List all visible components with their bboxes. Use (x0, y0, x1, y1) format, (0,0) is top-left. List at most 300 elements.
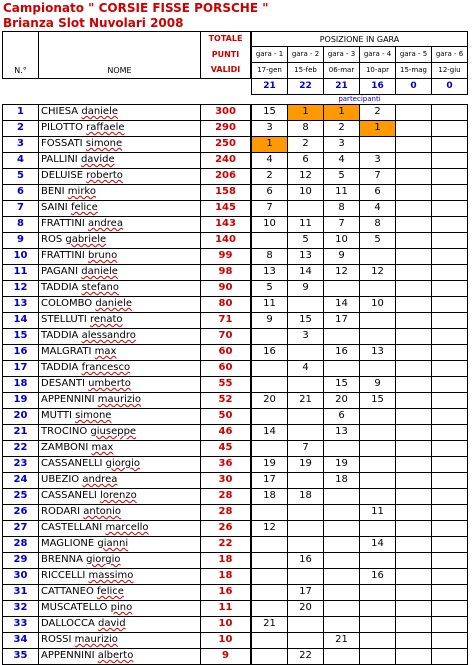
driver-surname: FOSSATI (41, 138, 83, 149)
race-position-1 (252, 376, 288, 392)
driver-first-name: marcello (105, 522, 149, 533)
race-position-1: 11 (252, 296, 288, 312)
race-position-1: 8 (252, 248, 288, 264)
driver-surname: ROSSI (41, 634, 72, 645)
race-position-1: 19 (252, 456, 288, 472)
driver-name (39, 264, 201, 280)
race-position-5 (396, 472, 432, 488)
race-position-4: 1 (360, 120, 396, 136)
race-position-5 (396, 504, 432, 520)
race-position-5 (396, 424, 432, 440)
race-position-2 (288, 520, 324, 536)
driver-surname: CHIESA (41, 106, 79, 117)
race-position-3: 6 (324, 408, 360, 424)
race-position-4: 12 (360, 264, 396, 280)
rank-number: 35 (3, 648, 39, 664)
driver-first-name: alessandro (81, 330, 136, 341)
race-position-4: 10 (360, 296, 396, 312)
race-position-6 (432, 440, 468, 456)
driver-surname: CATTANEO (41, 586, 94, 597)
driver-first-name: raffaele (86, 122, 125, 133)
driver-surname: MUTTI (41, 410, 72, 421)
race-position-6 (432, 648, 468, 664)
table-row (3, 392, 468, 408)
points-total: 46 (201, 424, 251, 440)
driver-first-name: bruno (87, 250, 118, 261)
race-date-6: 12-giu (432, 63, 468, 79)
table-row (3, 408, 468, 424)
table-row (3, 264, 468, 280)
driver-surname: ZAMBONI (41, 442, 89, 453)
table-row (3, 536, 468, 552)
driver-surname: RICCELLI (41, 570, 86, 581)
race-position-6 (432, 584, 468, 600)
driver-name (39, 104, 201, 120)
race-position-1: 1 (252, 136, 288, 152)
race-position-3: 15 (324, 376, 360, 392)
race-position-3: 13 (324, 424, 360, 440)
race-position-5 (396, 216, 432, 232)
driver-first-name: francesco (81, 362, 131, 373)
race-position-4: 6 (360, 184, 396, 200)
race-position-4 (360, 280, 396, 296)
race-position-6 (432, 424, 468, 440)
race-position-3 (324, 648, 360, 664)
rank-number: 17 (3, 360, 39, 376)
rank-number: 29 (3, 552, 39, 568)
driver-surname: ROS (41, 234, 63, 245)
race-position-2 (288, 344, 324, 360)
rank-number: 3 (3, 136, 39, 152)
table-row (3, 152, 468, 168)
race-position-2: 9 (288, 280, 324, 296)
race-position-6 (432, 152, 468, 168)
rank-number: 34 (3, 632, 39, 648)
race-position-6 (432, 104, 468, 120)
race-position-4: 7 (360, 168, 396, 184)
race-position-6 (432, 632, 468, 648)
driver-first-name: davide (80, 154, 115, 165)
race-position-4 (360, 648, 396, 664)
race-position-1 (252, 568, 288, 584)
driver-name (39, 200, 201, 216)
race-position-2 (288, 536, 324, 552)
race-position-3: 7 (324, 216, 360, 232)
race-position-5 (396, 200, 432, 216)
points-total: 28 (201, 488, 251, 504)
table-row (3, 488, 468, 504)
points-total: 10 (201, 616, 251, 632)
rank-number: 7 (3, 200, 39, 216)
table-row (3, 632, 468, 648)
race-position-1 (252, 584, 288, 600)
driver-name (39, 408, 201, 424)
rank-number: 33 (3, 616, 39, 632)
points-total: 10 (201, 632, 251, 648)
driver-name (39, 168, 201, 184)
race-position-5 (396, 104, 432, 120)
rank-number: 22 (3, 440, 39, 456)
driver-surname: PALLINI (41, 154, 78, 165)
driver-name (39, 568, 201, 584)
race-position-5 (396, 136, 432, 152)
points-total: 90 (201, 280, 251, 296)
race-position-5 (396, 328, 432, 344)
race-position-2: 21 (288, 392, 324, 408)
race-position-4: 3 (360, 152, 396, 168)
race-position-1: 5 (252, 280, 288, 296)
race-position-5 (396, 648, 432, 664)
rank-number: 27 (3, 520, 39, 536)
rank-number: 18 (3, 376, 39, 392)
driver-name (39, 424, 201, 440)
race-position-4: 8 (360, 216, 396, 232)
race-position-6 (432, 488, 468, 504)
race-position-6 (432, 312, 468, 328)
points-total: 145 (201, 200, 251, 216)
table-row (3, 328, 468, 344)
race-position-2 (288, 200, 324, 216)
driver-name (39, 232, 201, 248)
race-position-6 (432, 408, 468, 424)
nome-header: NOME (39, 63, 201, 79)
race-position-6 (432, 472, 468, 488)
points-total: 11 (201, 600, 251, 616)
race-position-6 (432, 200, 468, 216)
race-position-2: 10 (288, 184, 324, 200)
table-row (3, 584, 468, 600)
partecipanti-label: partecipanti (338, 95, 381, 103)
race-position-3: 8 (324, 200, 360, 216)
points-total: 18 (201, 568, 251, 584)
race-position-3 (324, 488, 360, 504)
rank-number: 6 (3, 184, 39, 200)
race-label-6: gara - 6 (432, 47, 468, 63)
race-position-2 (288, 632, 324, 648)
race-participants-3: 21 (324, 79, 360, 95)
driver-first-name: daniele (95, 298, 132, 309)
driver-name (39, 136, 201, 152)
points-total: 240 (201, 152, 251, 168)
race-position-3 (324, 552, 360, 568)
race-position-5 (396, 488, 432, 504)
race-position-3: 9 (324, 248, 360, 264)
race-position-3 (324, 536, 360, 552)
points-total: 28 (201, 504, 251, 520)
race-position-1: 4 (252, 152, 288, 168)
rank-number: 23 (3, 456, 39, 472)
table-row (3, 216, 468, 232)
race-position-4: 9 (360, 376, 396, 392)
race-date-4: 10-apr (360, 63, 396, 79)
rank-number: 12 (3, 280, 39, 296)
race-position-2: 22 (288, 648, 324, 664)
race-position-5 (396, 440, 432, 456)
race-position-2: 4 (288, 360, 324, 376)
race-position-1 (252, 328, 288, 344)
points-total: 71 (201, 312, 251, 328)
race-position-6 (432, 344, 468, 360)
driver-first-name: david (98, 618, 126, 629)
driver-name (39, 312, 201, 328)
race-position-1: 6 (252, 184, 288, 200)
driver-name (39, 456, 201, 472)
race-position-2: 16 (288, 552, 324, 568)
race-position-4 (360, 360, 396, 376)
race-position-5 (396, 632, 432, 648)
race-position-3: 1 (324, 104, 360, 120)
race-position-1 (252, 536, 288, 552)
race-position-6 (432, 552, 468, 568)
race-position-6 (432, 456, 468, 472)
race-position-2: 2 (288, 136, 324, 152)
race-position-3: 2 (324, 120, 360, 136)
race-position-6 (432, 616, 468, 632)
driver-first-name: antonio (83, 506, 122, 517)
driver-first-name: andrea (82, 474, 118, 485)
race-date-3: 06-mar (324, 63, 360, 79)
race-position-6 (432, 280, 468, 296)
race-position-5 (396, 184, 432, 200)
race-position-2: 15 (288, 312, 324, 328)
points-total: 16 (201, 584, 251, 600)
rank-number: 28 (3, 536, 39, 552)
race-participants-4: 16 (360, 79, 396, 95)
totale-header: TOTALE (201, 32, 251, 47)
driver-surname: TADDIA (41, 362, 79, 373)
race-position-3: 20 (324, 392, 360, 408)
table-row (3, 504, 468, 520)
race-position-1 (252, 440, 288, 456)
race-participants-2: 22 (288, 79, 324, 95)
race-date-2: 15-feb (288, 63, 324, 79)
race-position-4: 13 (360, 344, 396, 360)
race-label-3: gara - 3 (324, 47, 360, 63)
driver-first-name: daniele (81, 106, 119, 117)
race-position-6 (432, 296, 468, 312)
race-position-6 (432, 136, 468, 152)
race-position-4: 4 (360, 200, 396, 216)
driver-surname: MALGRATI (41, 346, 92, 357)
race-position-3: 5 (324, 168, 360, 184)
club-title: Brianza Slot Nuvolari 2008 (3, 16, 184, 30)
race-position-2: 6 (288, 152, 324, 168)
driver-surname: FRATTINI (41, 250, 85, 261)
race-position-3: 11 (324, 184, 360, 200)
driver-surname: BRENNA (41, 554, 83, 565)
race-position-3: 21 (324, 632, 360, 648)
race-position-4 (360, 248, 396, 264)
driver-first-name: felice (97, 586, 124, 597)
table-row (3, 616, 468, 632)
table-row (3, 600, 468, 616)
rank-number: 24 (3, 472, 39, 488)
race-position-4 (360, 456, 396, 472)
race-position-3: 3 (324, 136, 360, 152)
rank-number: 21 (3, 424, 39, 440)
race-position-3: 18 (324, 472, 360, 488)
points-total: 18 (201, 552, 251, 568)
table-row (3, 472, 468, 488)
race-position-3 (324, 568, 360, 584)
race-position-4 (360, 616, 396, 632)
table-row (3, 440, 468, 456)
race-position-6 (432, 504, 468, 520)
n-header: N.° (3, 63, 39, 79)
driver-name (39, 216, 201, 232)
race-position-4: 15 (360, 392, 396, 408)
driver-surname: BENI (41, 186, 65, 197)
rank-number: 15 (3, 328, 39, 344)
race-position-6 (432, 520, 468, 536)
race-position-2: 13 (288, 248, 324, 264)
race-position-2 (288, 408, 324, 424)
race-position-1: 12 (252, 520, 288, 536)
driver-first-name: giorgio (105, 458, 141, 469)
driver-name (39, 600, 201, 616)
table-row (3, 248, 468, 264)
race-position-1: 13 (252, 264, 288, 280)
points-total: 36 (201, 456, 251, 472)
race-position-1: 16 (252, 344, 288, 360)
race-position-6 (432, 216, 468, 232)
driver-surname: CASSANELI (41, 490, 97, 501)
driver-name (39, 584, 201, 600)
race-position-2: 18 (288, 488, 324, 504)
rank-number: 14 (3, 312, 39, 328)
race-position-3: 10 (324, 232, 360, 248)
race-position-2 (288, 472, 324, 488)
race-position-4 (360, 136, 396, 152)
driver-surname: MAGLIONE (41, 538, 95, 549)
race-position-5 (396, 264, 432, 280)
race-position-5 (396, 376, 432, 392)
driver-first-name: simone (85, 138, 123, 149)
race-position-1 (252, 504, 288, 520)
table-row (3, 648, 468, 664)
points-total: 158 (201, 184, 251, 200)
driver-name (39, 376, 201, 392)
table-row (3, 168, 468, 184)
race-position-2: 14 (288, 264, 324, 280)
race-position-5 (396, 120, 432, 136)
race-position-5 (396, 280, 432, 296)
rank-number: 32 (3, 600, 39, 616)
points-total: 140 (201, 232, 251, 248)
race-position-3 (324, 328, 360, 344)
driver-first-name: lorenzo (100, 490, 137, 501)
race-position-2: 7 (288, 440, 324, 456)
race-position-5 (396, 168, 432, 184)
driver-surname: SAINI (41, 202, 68, 213)
race-position-3 (324, 504, 360, 520)
race-position-2: 17 (288, 584, 324, 600)
race-position-1 (252, 232, 288, 248)
race-position-3 (324, 360, 360, 376)
table-row (3, 360, 468, 376)
race-position-1: 20 (252, 392, 288, 408)
race-position-1: 14 (252, 424, 288, 440)
race-position-1 (252, 360, 288, 376)
points-total: 9 (201, 648, 251, 664)
race-position-3: 14 (324, 296, 360, 312)
table-row (3, 104, 468, 120)
race-position-6 (432, 360, 468, 376)
race-position-3: 12 (324, 264, 360, 280)
race-position-6 (432, 264, 468, 280)
championship-title: Campionato " CORSIE FISSE PORSCHE " (3, 1, 269, 15)
race-position-5 (396, 344, 432, 360)
race-position-1: 3 (252, 120, 288, 136)
driver-surname: STELLUTI (41, 314, 87, 325)
driver-first-name: maurizio (74, 634, 118, 645)
driver-name (39, 280, 201, 296)
points-total: 70 (201, 328, 251, 344)
driver-surname: PILOTTO (41, 122, 83, 133)
rank-number: 5 (3, 168, 39, 184)
race-position-6 (432, 328, 468, 344)
driver-first-name: simone (75, 410, 112, 421)
race-position-5 (396, 600, 432, 616)
driver-first-name: felice (70, 202, 98, 213)
race-position-3: 19 (324, 456, 360, 472)
points-total: 60 (201, 344, 251, 360)
driver-first-name: stefano (81, 282, 119, 293)
race-position-4 (360, 472, 396, 488)
rank-number: 11 (3, 264, 39, 280)
driver-surname: DESANTI (41, 378, 85, 389)
race-position-2 (288, 568, 324, 584)
race-position-4: 11 (360, 504, 396, 520)
points-total: 60 (201, 360, 251, 376)
table-row (3, 520, 468, 536)
rank-number: 19 (3, 392, 39, 408)
points-total: 300 (201, 104, 251, 120)
race-position-3: 16 (324, 344, 360, 360)
points-total: 30 (201, 472, 251, 488)
table-row (3, 424, 468, 440)
table-row (3, 232, 468, 248)
driver-surname: COLOMBO (41, 298, 93, 309)
driver-name (39, 120, 201, 136)
driver-surname: UBEZIO (41, 474, 80, 485)
driver-surname: APPENNINI (41, 394, 95, 405)
driver-name (39, 488, 201, 504)
rank-number: 16 (3, 344, 39, 360)
race-position-4: 5 (360, 232, 396, 248)
points-total: 55 (201, 376, 251, 392)
race-position-4: 16 (360, 568, 396, 584)
standings-table (2, 31, 468, 665)
table-row (3, 120, 468, 136)
driver-first-name: maurizio (97, 394, 141, 405)
driver-name (39, 328, 201, 344)
driver-first-name: pino (110, 602, 133, 613)
driver-name (39, 648, 201, 664)
driver-surname: PAGANI (41, 266, 79, 277)
rank-number: 25 (3, 488, 39, 504)
driver-name (39, 504, 201, 520)
race-position-3 (324, 440, 360, 456)
race-position-6 (432, 184, 468, 200)
driver-first-name: roberto (86, 170, 123, 181)
points-total: 22 (201, 536, 251, 552)
race-position-1: 10 (252, 216, 288, 232)
driver-name (39, 344, 201, 360)
driver-first-name: mirko (67, 186, 96, 197)
driver-name (39, 632, 201, 648)
driver-name (39, 616, 201, 632)
